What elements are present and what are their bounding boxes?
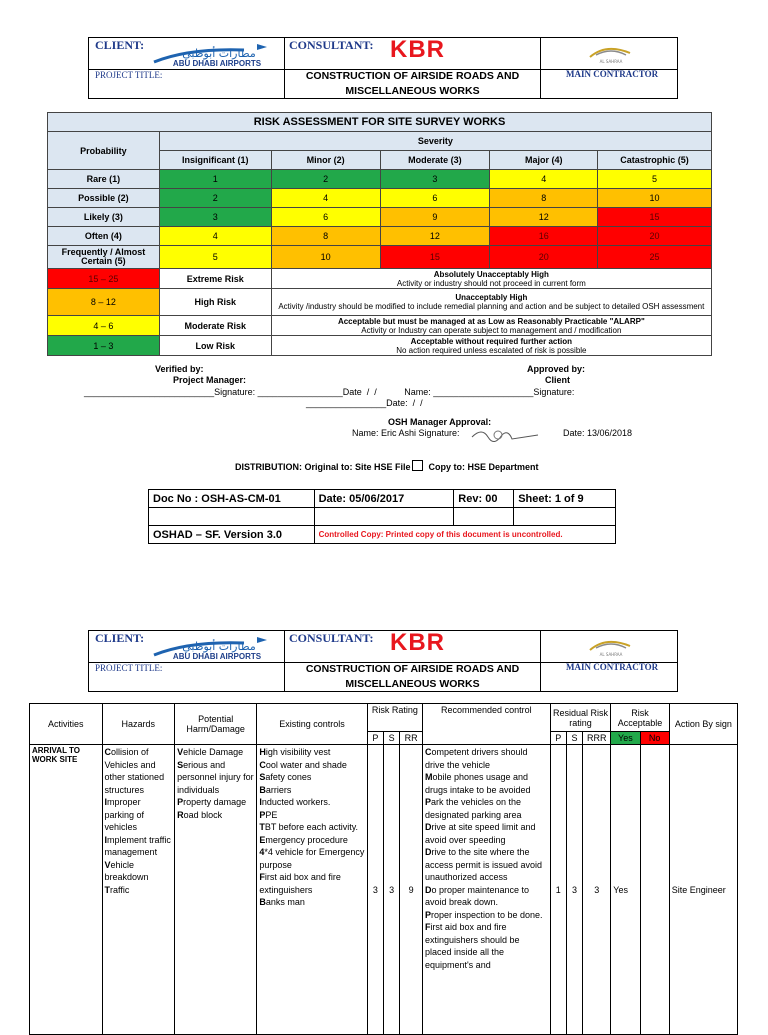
list-item: Safety cones bbox=[259, 772, 312, 782]
list-item: Vehicle breakdown bbox=[104, 859, 149, 882]
matrix-body bbox=[48, 170, 712, 269]
svg-text:مطارات أبوظبي: مطارات أبوظبي bbox=[182, 640, 256, 653]
client-cell bbox=[89, 38, 285, 98]
doc-number: Doc No : OSH-AS-CM-01 bbox=[149, 490, 315, 508]
client-label: CLIENT: bbox=[95, 38, 145, 52]
page-header-2 bbox=[88, 630, 678, 692]
matrix-cell: 12 bbox=[490, 208, 598, 227]
severity-col: Minor (2) bbox=[271, 151, 380, 170]
svg-text:AL SAHRAA: AL SAHRAA bbox=[599, 652, 623, 657]
probability-header: Probability bbox=[48, 132, 160, 170]
harm-cell bbox=[175, 745, 257, 1035]
date-line: ________________Date: / / bbox=[306, 398, 423, 408]
matrix-cell: 25 bbox=[598, 246, 712, 269]
project-title-label: PROJECT TITLE: bbox=[95, 663, 163, 673]
matrix-title: RISK ASSESSMENT FOR SITE SURVEY WORKS bbox=[48, 113, 712, 132]
legend-description: Acceptable but must be managed at as Low as Reasonably Practicable "ALARP" Activity or Industry can operate subject to management and / modification bbox=[271, 316, 711, 336]
matrix-cell: 4 bbox=[271, 189, 380, 208]
page-header-1 bbox=[88, 37, 678, 99]
table-row bbox=[30, 745, 738, 1035]
col-rrr: RRR bbox=[583, 732, 611, 745]
activity-cell: ARRIVAL TO WORK SITE bbox=[30, 745, 103, 1035]
severity-col: Moderate (3) bbox=[380, 151, 490, 170]
main-contractor-label: MAIN CONTRACTOR bbox=[566, 662, 659, 672]
list-item: Competent drivers should drive the vehicle bbox=[424, 747, 528, 770]
matrix-cell: 8 bbox=[490, 189, 598, 208]
matrix-cell: 3 bbox=[159, 208, 271, 227]
project-title-label: PROJECT TITLE: bbox=[95, 70, 163, 80]
list-item: First aid box and fire extinguishers should be placed inside all the equipment's and bbox=[424, 922, 520, 970]
kbr-logo: KBR bbox=[390, 629, 445, 656]
legend-description: Absolutely Unacceptably High Activity or industry should not proceed in current form bbox=[271, 269, 711, 289]
doc-version: OSHAD – SF. Version 3.0 bbox=[149, 526, 315, 544]
acceptable-yes: Yes bbox=[611, 745, 640, 1035]
matrix-row bbox=[48, 208, 712, 227]
list-item: 4*4 vehicle for Emergency purpose bbox=[259, 847, 365, 870]
matrix-cell: 20 bbox=[598, 227, 712, 246]
legend-body bbox=[48, 269, 712, 356]
matrix-cell: 1 bbox=[159, 170, 271, 189]
matrix-cell: 15 bbox=[380, 246, 490, 269]
client-label: CLIENT: bbox=[95, 631, 145, 645]
matrix-cell: 5 bbox=[159, 246, 271, 269]
list-item: Serious and personnel injury for individuals bbox=[177, 759, 254, 795]
consultant-cell bbox=[285, 38, 541, 98]
list-item: Banks man bbox=[259, 897, 305, 907]
col-yes: Yes bbox=[611, 732, 640, 745]
legend-row bbox=[48, 269, 712, 289]
matrix-cell: 4 bbox=[490, 170, 598, 189]
contractor-logo bbox=[586, 634, 636, 658]
matrix-cell: 2 bbox=[159, 189, 271, 208]
abu-dhabi-airports-logo bbox=[149, 40, 279, 68]
probability-label: Possible (2) bbox=[48, 189, 160, 208]
list-item: Improper parking of vehicles bbox=[104, 797, 145, 832]
list-item: Drive to the site where the access permit is issued avoid unauthorized access bbox=[424, 847, 542, 882]
col-no: No bbox=[640, 732, 669, 745]
svg-text:ABU DHABI AIRPORTS: ABU DHABI AIRPORTS bbox=[172, 59, 262, 68]
col-s: S bbox=[383, 732, 399, 745]
matrix-cell: 8 bbox=[271, 227, 380, 246]
list-item: Inducted workers. bbox=[259, 797, 331, 807]
col-recommended: Recommended control bbox=[422, 704, 550, 745]
consultant-label: CONSULTANT: bbox=[289, 631, 374, 645]
controlled-copy-note: Controlled Copy: Printed copy of this document is uncontrolled. bbox=[314, 526, 615, 544]
doc-rev: Rev: 00 bbox=[454, 490, 514, 508]
severity-col: Insignificant (1) bbox=[159, 151, 271, 170]
matrix-row bbox=[48, 170, 712, 189]
signature-line: __________________________Signature: _________________Date / / Name: ____________________Signature: bbox=[84, 387, 575, 397]
col-residual: Residual Risk rating bbox=[550, 704, 611, 732]
list-item: Mobile phones usage and drugs intake to be avoided bbox=[424, 772, 531, 795]
legend-range: 4 – 6 bbox=[48, 316, 160, 336]
matrix-cell: 4 bbox=[159, 227, 271, 246]
probability-label: Likely (3) bbox=[48, 208, 160, 227]
col-hazards: Hazards bbox=[102, 704, 175, 745]
legend-row bbox=[48, 316, 712, 336]
col-rs: S bbox=[566, 732, 582, 745]
s-value: 3 bbox=[383, 745, 399, 1035]
kbr-logo: KBR bbox=[390, 36, 445, 63]
project-title: CONSTRUCTION OF AIRSIDE ROADS AND MISCELLANEOUS WORKS bbox=[305, 70, 520, 97]
col-acceptable: Risk Acceptable bbox=[611, 704, 669, 732]
consultant-label: CONSULTANT: bbox=[289, 38, 374, 52]
matrix-row bbox=[48, 227, 712, 246]
residual-s-value: 3 bbox=[566, 745, 582, 1035]
contractor-cell bbox=[541, 38, 677, 98]
svg-text:AL SAHRAA: AL SAHRAA bbox=[599, 59, 623, 64]
probability-label: Often (4) bbox=[48, 227, 160, 246]
existing-cell bbox=[257, 745, 367, 1035]
legend-row bbox=[48, 289, 712, 316]
legend-level: Moderate Risk bbox=[159, 316, 271, 336]
matrix-cell: 3 bbox=[380, 170, 490, 189]
recommended-cell bbox=[422, 745, 550, 1035]
list-item: Drive at site speed limit and avoid over speeding bbox=[424, 822, 536, 845]
verified-by: Verified by: bbox=[155, 364, 204, 374]
legend-level: Low Risk bbox=[159, 336, 271, 356]
list-item: Park the vehicles on the designated parking area bbox=[424, 797, 522, 820]
list-item: First aid box and fire extinguishers bbox=[259, 872, 341, 895]
list-item: Collision of Vehicles and other stationed structures bbox=[104, 747, 165, 795]
list-item: Vehicle Damage bbox=[177, 747, 244, 757]
client-cell bbox=[89, 631, 285, 691]
list-item: TBT before each activity. bbox=[259, 822, 359, 832]
matrix-row bbox=[48, 189, 712, 208]
doc-sheet: Sheet: 1 of 9 bbox=[514, 490, 616, 508]
assessment-table bbox=[29, 703, 738, 1035]
matrix-cell: 15 bbox=[598, 208, 712, 227]
col-activities: Activities bbox=[30, 704, 103, 745]
list-item: High visibility vest bbox=[259, 747, 331, 757]
severity-col: Major (4) bbox=[490, 151, 598, 170]
severity-col: Catastrophic (5) bbox=[598, 151, 712, 170]
matrix-cell: 6 bbox=[271, 208, 380, 227]
matrix-cell: 6 bbox=[380, 189, 490, 208]
col-rp: P bbox=[550, 732, 566, 745]
matrix-cell: 16 bbox=[490, 227, 598, 246]
col-p: P bbox=[367, 732, 383, 745]
distribution-line: DISTRIBUTION: Original to: Site HSE File Copy to: HSE Department bbox=[235, 462, 539, 472]
matrix-cell: 10 bbox=[271, 246, 380, 269]
action-by-cell: Site Engineer bbox=[669, 745, 737, 1035]
legend-level: Extreme Risk bbox=[159, 269, 271, 289]
residual-p-value: 1 bbox=[550, 745, 566, 1035]
contractor-cell bbox=[541, 631, 677, 691]
list-item: Emergency procedure bbox=[259, 834, 348, 845]
legend-description: Unacceptably High Activity /industry should be modified to include remedial planning and action and be subject to detailed OSH assessment bbox=[271, 289, 711, 316]
list-item: PPE bbox=[259, 809, 278, 820]
document-info bbox=[148, 489, 616, 544]
matrix-cell: 2 bbox=[271, 170, 380, 189]
col-rr: RR bbox=[400, 732, 423, 745]
svg-text:مطارات أبوظبي: مطارات أبوظبي bbox=[182, 47, 256, 60]
p-value: 3 bbox=[367, 745, 383, 1035]
main-contractor-label: MAIN CONTRACTOR bbox=[566, 69, 659, 79]
consultant-cell bbox=[285, 631, 541, 691]
doc-date: Date: 05/06/2017 bbox=[314, 490, 454, 508]
probability-label: Frequently / Almost Certain (5) bbox=[48, 246, 160, 269]
osh-name-line: Name: Eric Ashi Signature: bbox=[352, 428, 460, 438]
svg-text:ABU DHABI AIRPORTS: ABU DHABI AIRPORTS bbox=[172, 652, 262, 661]
osh-approval-label: OSH Manager Approval: bbox=[388, 417, 492, 427]
abu-dhabi-airports-logo bbox=[149, 633, 279, 661]
col-potential: Potential Harm/Damage bbox=[175, 704, 257, 745]
legend-description: Acceptable without required further action No action required unless escalated of risk is possible bbox=[271, 336, 711, 356]
matrix-cell: 10 bbox=[598, 189, 712, 208]
acceptable-no bbox=[640, 745, 669, 1035]
approved-by: Approved by: bbox=[527, 364, 586, 374]
legend-range: 15 – 25 bbox=[48, 269, 160, 289]
legend-row bbox=[48, 336, 712, 356]
risk-matrix bbox=[47, 112, 712, 356]
checkbox-icon[interactable] bbox=[412, 460, 423, 471]
legend-range: 8 – 12 bbox=[48, 289, 160, 316]
probability-label: Rare (1) bbox=[48, 170, 160, 189]
legend-level: High Risk bbox=[159, 289, 271, 316]
list-item: Property damage bbox=[177, 797, 247, 807]
legend-range: 1 – 3 bbox=[48, 336, 160, 356]
matrix-row bbox=[48, 246, 712, 269]
matrix-cell: 12 bbox=[380, 227, 490, 246]
list-item: Do proper maintenance to avoid break down. bbox=[424, 884, 530, 907]
list-item: Traffic bbox=[104, 884, 130, 895]
contractor-logo bbox=[586, 41, 636, 65]
list-item: Proper inspection to be done. bbox=[424, 909, 543, 920]
client-approval-label: Client bbox=[545, 375, 571, 385]
col-action-by: Action By sign bbox=[669, 704, 737, 745]
col-risk-rating: Risk Rating bbox=[367, 704, 422, 732]
matrix-cell: 9 bbox=[380, 208, 490, 227]
signature-image bbox=[468, 425, 548, 445]
project-title: CONSTRUCTION OF AIRSIDE ROADS AND MISCELLANEOUS WORKS bbox=[305, 663, 520, 690]
rr-value: 9 bbox=[400, 745, 423, 1035]
severity-header: Severity bbox=[159, 132, 711, 151]
matrix-cell: 20 bbox=[490, 246, 598, 269]
hazards-cell bbox=[102, 745, 175, 1035]
list-item: Cool water and shade bbox=[259, 759, 347, 770]
list-item: Barriers bbox=[259, 784, 292, 795]
list-item: Implement traffic management bbox=[104, 834, 171, 857]
osh-date: Date: 13/06/2018 bbox=[563, 428, 633, 438]
list-item: Road block bbox=[177, 809, 223, 820]
rrr-value: 3 bbox=[583, 745, 611, 1035]
col-existing: Existing controls bbox=[257, 704, 367, 745]
matrix-cell: 5 bbox=[598, 170, 712, 189]
project-manager-label: Project Manager: bbox=[173, 375, 247, 385]
